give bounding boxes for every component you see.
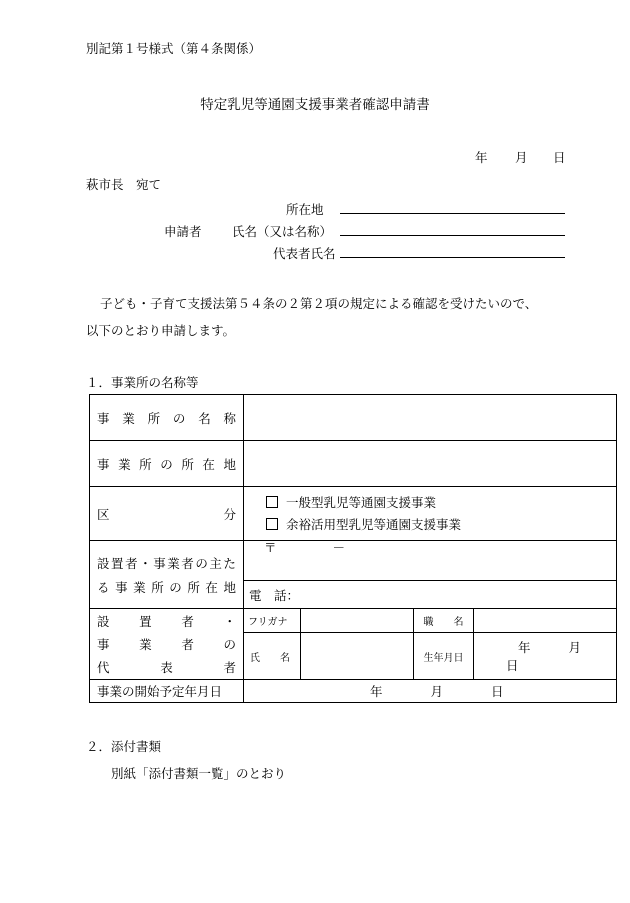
birth-month: 月 bbox=[568, 640, 582, 655]
start-month: 月 bbox=[430, 684, 444, 699]
checkbox-surplus[interactable] bbox=[266, 518, 278, 530]
addressee: 萩市長 宛て bbox=[86, 177, 162, 192]
category-option-surplus-label: 余裕活用型乳児等通園支援事業 bbox=[286, 516, 462, 532]
start-date-field[interactable] bbox=[244, 680, 617, 703]
furigana-label: フリガナ bbox=[244, 609, 301, 633]
category-options bbox=[244, 487, 617, 541]
date-day: 日 bbox=[553, 150, 566, 165]
founder-postal-field[interactable] bbox=[244, 541, 617, 581]
location-label: 所在地 bbox=[286, 202, 324, 217]
job-title-label: 職 名 bbox=[414, 609, 474, 633]
section2-heading: ２．添付書類 bbox=[86, 739, 162, 754]
rep-name-label: 代表者氏名 bbox=[273, 246, 336, 261]
date-year: 年 bbox=[475, 150, 488, 165]
start-date-label: 事業の開始予定年月日 bbox=[90, 680, 244, 703]
birth-year: 年 bbox=[518, 640, 531, 655]
facility-location-text: 事 業 所 の 所 在 地 bbox=[97, 456, 236, 472]
section1-heading: １．事業所の名称等 bbox=[86, 375, 199, 390]
facility-location-label bbox=[90, 441, 244, 487]
applicant-label: 申請者 bbox=[164, 224, 202, 239]
category-option-surplus[interactable] bbox=[266, 514, 616, 536]
rep-name-field[interactable] bbox=[340, 257, 565, 258]
postal-mark: 〒 bbox=[264, 540, 277, 555]
category-option-general-label: 一般型乳児等通園支援事業 bbox=[286, 494, 437, 510]
document-title: 特定乳児等通園支援事業者確認申請書 bbox=[200, 97, 430, 113]
body-text-line2: 以下のとおり申請します。 bbox=[86, 323, 236, 338]
date-month: 月 bbox=[515, 150, 528, 165]
rep-name-col-label: 氏 名 bbox=[244, 633, 301, 680]
facility-name-text: 事 業 所 の 名 称 bbox=[97, 410, 236, 426]
attachments-text: 別紙「添付書類一覧」のとおり bbox=[111, 766, 287, 781]
facility-name-label bbox=[90, 395, 244, 441]
start-year: 年 bbox=[370, 684, 383, 699]
form-number-label: 別記第１号様式（第４条関係） bbox=[86, 41, 262, 56]
representative-label: 設 置 者 ・ 事 業 者 の 代 表 者 bbox=[90, 609, 244, 680]
furigana-field[interactable] bbox=[301, 609, 414, 633]
birthdate-field[interactable] bbox=[474, 633, 617, 680]
birth-day: 日 bbox=[506, 658, 519, 673]
checkbox-general[interactable] bbox=[266, 496, 278, 508]
founder-phone-field[interactable] bbox=[244, 581, 617, 609]
name-field[interactable] bbox=[340, 235, 565, 236]
birthdate-label: 生年月日 bbox=[414, 633, 474, 680]
body-text-line1: 子ども・子育て支援法第５４条の２第２項の規定による確認を受けたいので、 bbox=[100, 296, 538, 311]
phone-label: 電 話： bbox=[249, 587, 300, 603]
rep-name-col-field[interactable] bbox=[301, 633, 414, 680]
location-field[interactable] bbox=[340, 213, 565, 214]
start-day: 日 bbox=[491, 684, 504, 699]
category-option-general[interactable] bbox=[266, 492, 616, 514]
category-label: 区 分 bbox=[90, 487, 244, 541]
facility-name-field[interactable] bbox=[244, 395, 617, 441]
facility-table bbox=[89, 394, 617, 703]
founder-address-label: 設 置 者 ・ 事 業 者 の 主 た る 事 業 所 の 所 在 地 bbox=[90, 541, 244, 609]
facility-location-field[interactable] bbox=[244, 441, 617, 487]
postal-dash: － bbox=[332, 540, 346, 555]
job-title-field[interactable] bbox=[474, 609, 617, 633]
name-label: 氏名（又は名称） bbox=[232, 224, 333, 239]
